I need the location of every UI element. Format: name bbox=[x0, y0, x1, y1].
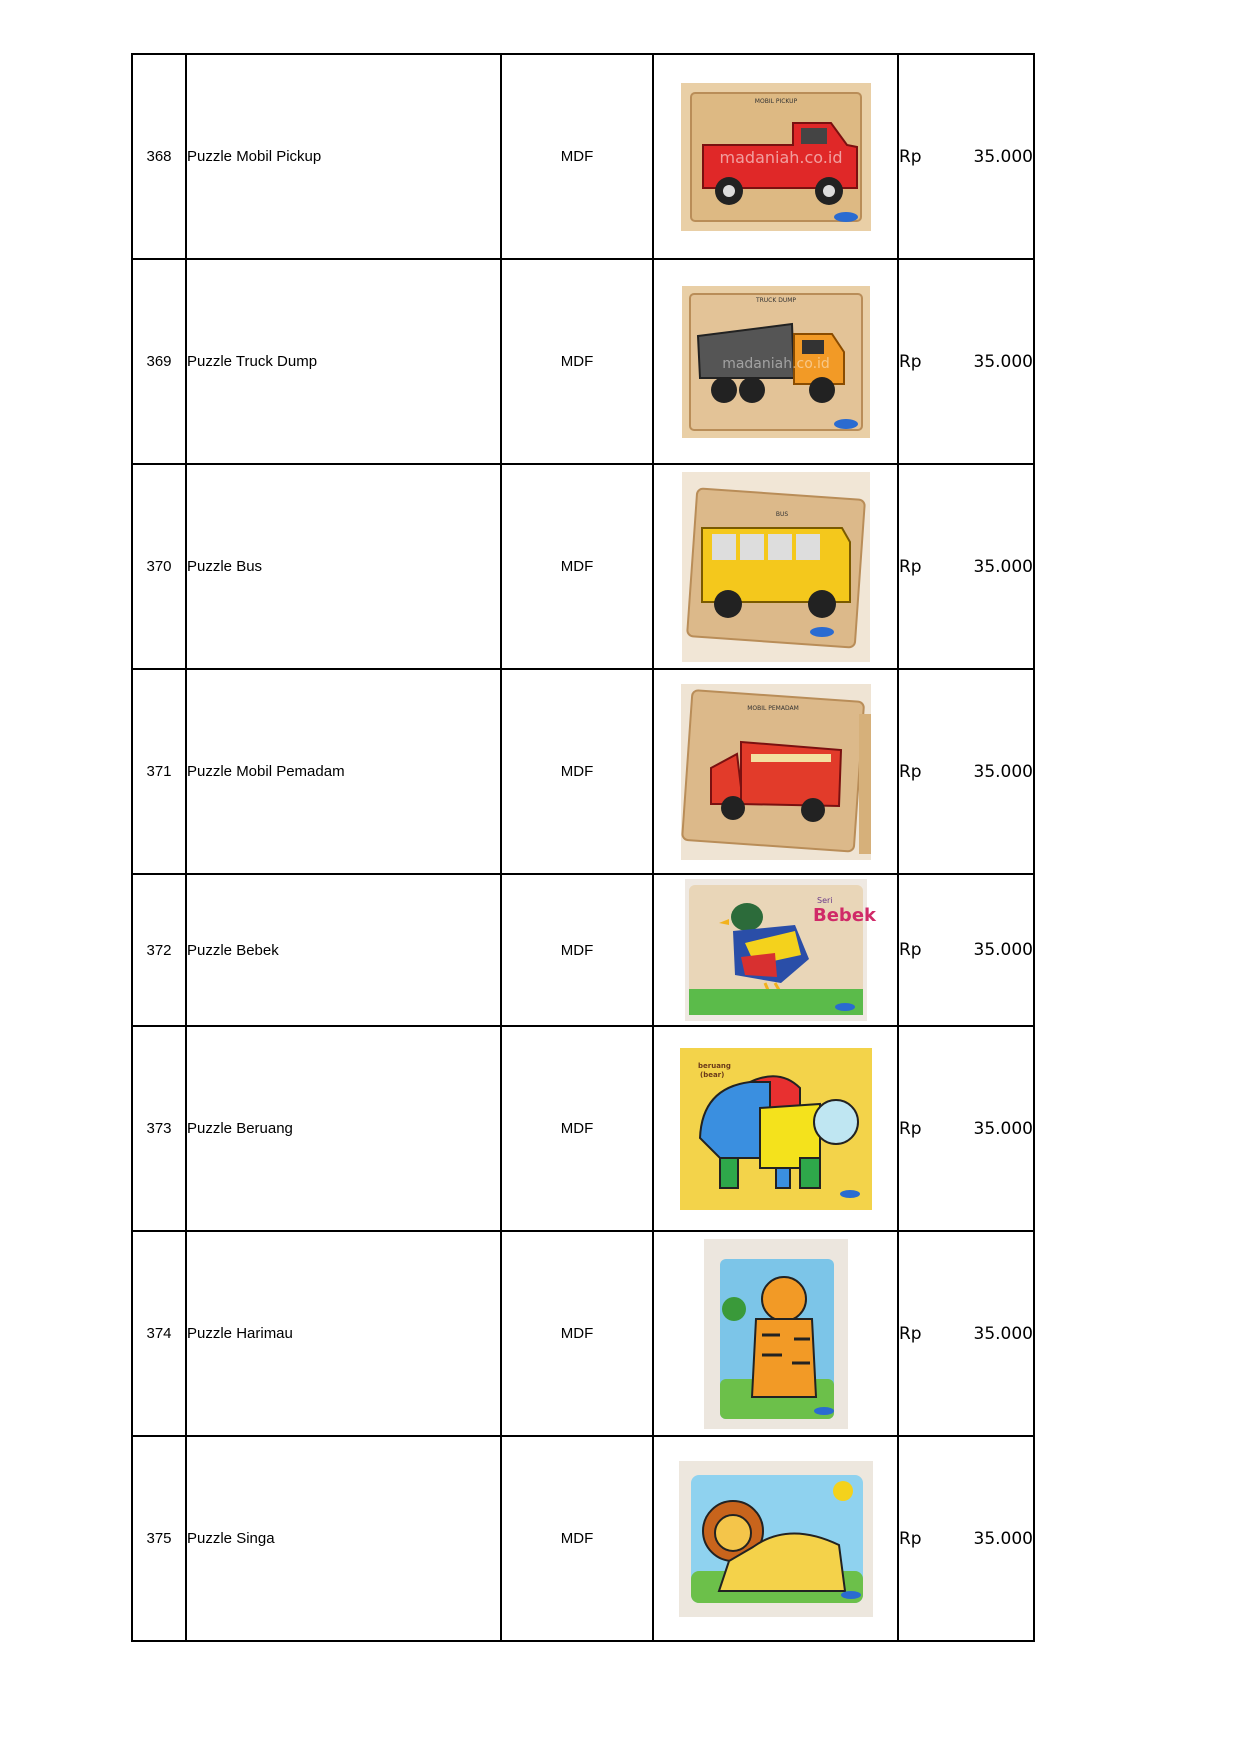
price-value: 35.000 bbox=[973, 351, 1033, 372]
item-number: 371 bbox=[132, 669, 186, 874]
item-material: MDF bbox=[501, 259, 653, 464]
table-row bbox=[132, 669, 1034, 874]
item-image-cell bbox=[653, 874, 898, 1026]
item-name: Puzzle Mobil Pemadam bbox=[186, 669, 501, 874]
price-value: 35.000 bbox=[973, 146, 1033, 167]
item-image-cell bbox=[653, 259, 898, 464]
item-material: MDF bbox=[501, 54, 653, 259]
table-row bbox=[132, 464, 1034, 669]
item-material: MDF bbox=[501, 1231, 653, 1436]
item-name: Puzzle Singa bbox=[186, 1436, 501, 1641]
item-price-cell bbox=[898, 1026, 1034, 1231]
product-table bbox=[131, 53, 1035, 1642]
item-name: Puzzle Harimau bbox=[186, 1231, 501, 1436]
item-material: MDF bbox=[501, 464, 653, 669]
price-value: 35.000 bbox=[973, 1118, 1033, 1139]
item-name: Puzzle Bebek bbox=[186, 874, 501, 1026]
item-image-cell bbox=[653, 464, 898, 669]
item-material: MDF bbox=[501, 874, 653, 1026]
currency-label: Rp bbox=[899, 1323, 922, 1344]
item-price-cell bbox=[898, 1436, 1034, 1641]
item-price-cell bbox=[898, 464, 1034, 669]
item-image-cell bbox=[653, 1436, 898, 1641]
image-label: BUS bbox=[775, 510, 788, 518]
item-name: Puzzle Beruang bbox=[186, 1026, 501, 1231]
item-number: 369 bbox=[132, 259, 186, 464]
table-row bbox=[132, 1026, 1034, 1231]
item-image-cell bbox=[653, 669, 898, 874]
lion-icon bbox=[679, 1461, 873, 1617]
item-number: 374 bbox=[132, 1231, 186, 1436]
item-price-cell bbox=[898, 259, 1034, 464]
image-label: beruang bbox=[697, 1061, 731, 1070]
item-image-cell bbox=[653, 54, 898, 259]
bus-icon bbox=[682, 472, 870, 662]
tiger-icon bbox=[704, 1239, 848, 1429]
currency-label: Rp bbox=[899, 556, 922, 577]
table-row bbox=[132, 1436, 1034, 1641]
price-value: 35.000 bbox=[973, 1323, 1033, 1344]
bear-icon bbox=[680, 1048, 872, 1210]
price-value: 35.000 bbox=[973, 1528, 1033, 1549]
fire-truck-icon bbox=[681, 684, 871, 860]
price-value: 35.000 bbox=[973, 556, 1033, 577]
image-sublabel: (bear) bbox=[699, 1070, 724, 1079]
currency-label: Rp bbox=[899, 761, 922, 782]
item-number: 372 bbox=[132, 874, 186, 1026]
image-label: Bebek bbox=[812, 905, 876, 926]
currency-label: Rp bbox=[899, 351, 922, 372]
price-value: 35.000 bbox=[973, 761, 1033, 782]
item-number: 375 bbox=[132, 1436, 186, 1641]
item-number: 368 bbox=[132, 54, 186, 259]
image-label: TRUCK DUMP bbox=[755, 296, 796, 304]
item-price-cell bbox=[898, 669, 1034, 874]
table-row bbox=[132, 54, 1034, 259]
item-name: Puzzle Truck Dump bbox=[186, 259, 501, 464]
image-label: MOBIL PEMADAM bbox=[746, 704, 799, 712]
currency-label: Rp bbox=[899, 146, 922, 167]
image-label: MOBIL PICKUP bbox=[754, 97, 797, 105]
item-number: 370 bbox=[132, 464, 186, 669]
image-sublabel: Seri bbox=[816, 896, 833, 905]
item-material: MDF bbox=[501, 669, 653, 874]
table-row bbox=[132, 874, 1034, 1026]
currency-label: Rp bbox=[899, 1528, 922, 1549]
pickup-truck-icon bbox=[681, 83, 871, 231]
table-row bbox=[132, 1231, 1034, 1436]
watermark: madaniah.co.id bbox=[719, 147, 842, 167]
item-image-cell bbox=[653, 1026, 898, 1231]
item-price-cell bbox=[898, 874, 1034, 1026]
currency-label: Rp bbox=[899, 1118, 922, 1139]
item-number: 373 bbox=[132, 1026, 186, 1231]
dump-truck-icon bbox=[682, 286, 870, 438]
item-material: MDF bbox=[501, 1436, 653, 1641]
item-material: MDF bbox=[501, 1026, 653, 1231]
item-name: Puzzle Bus bbox=[186, 464, 501, 669]
item-price-cell bbox=[898, 54, 1034, 259]
item-price-cell bbox=[898, 1231, 1034, 1436]
item-name: Puzzle Mobil Pickup bbox=[186, 54, 501, 259]
price-value: 35.000 bbox=[973, 940, 1033, 960]
watermark: madaniah.co.id bbox=[721, 355, 830, 372]
duck-icon bbox=[685, 879, 876, 1021]
currency-label: Rp bbox=[899, 940, 922, 960]
item-image-cell bbox=[653, 1231, 898, 1436]
table-row bbox=[132, 259, 1034, 464]
